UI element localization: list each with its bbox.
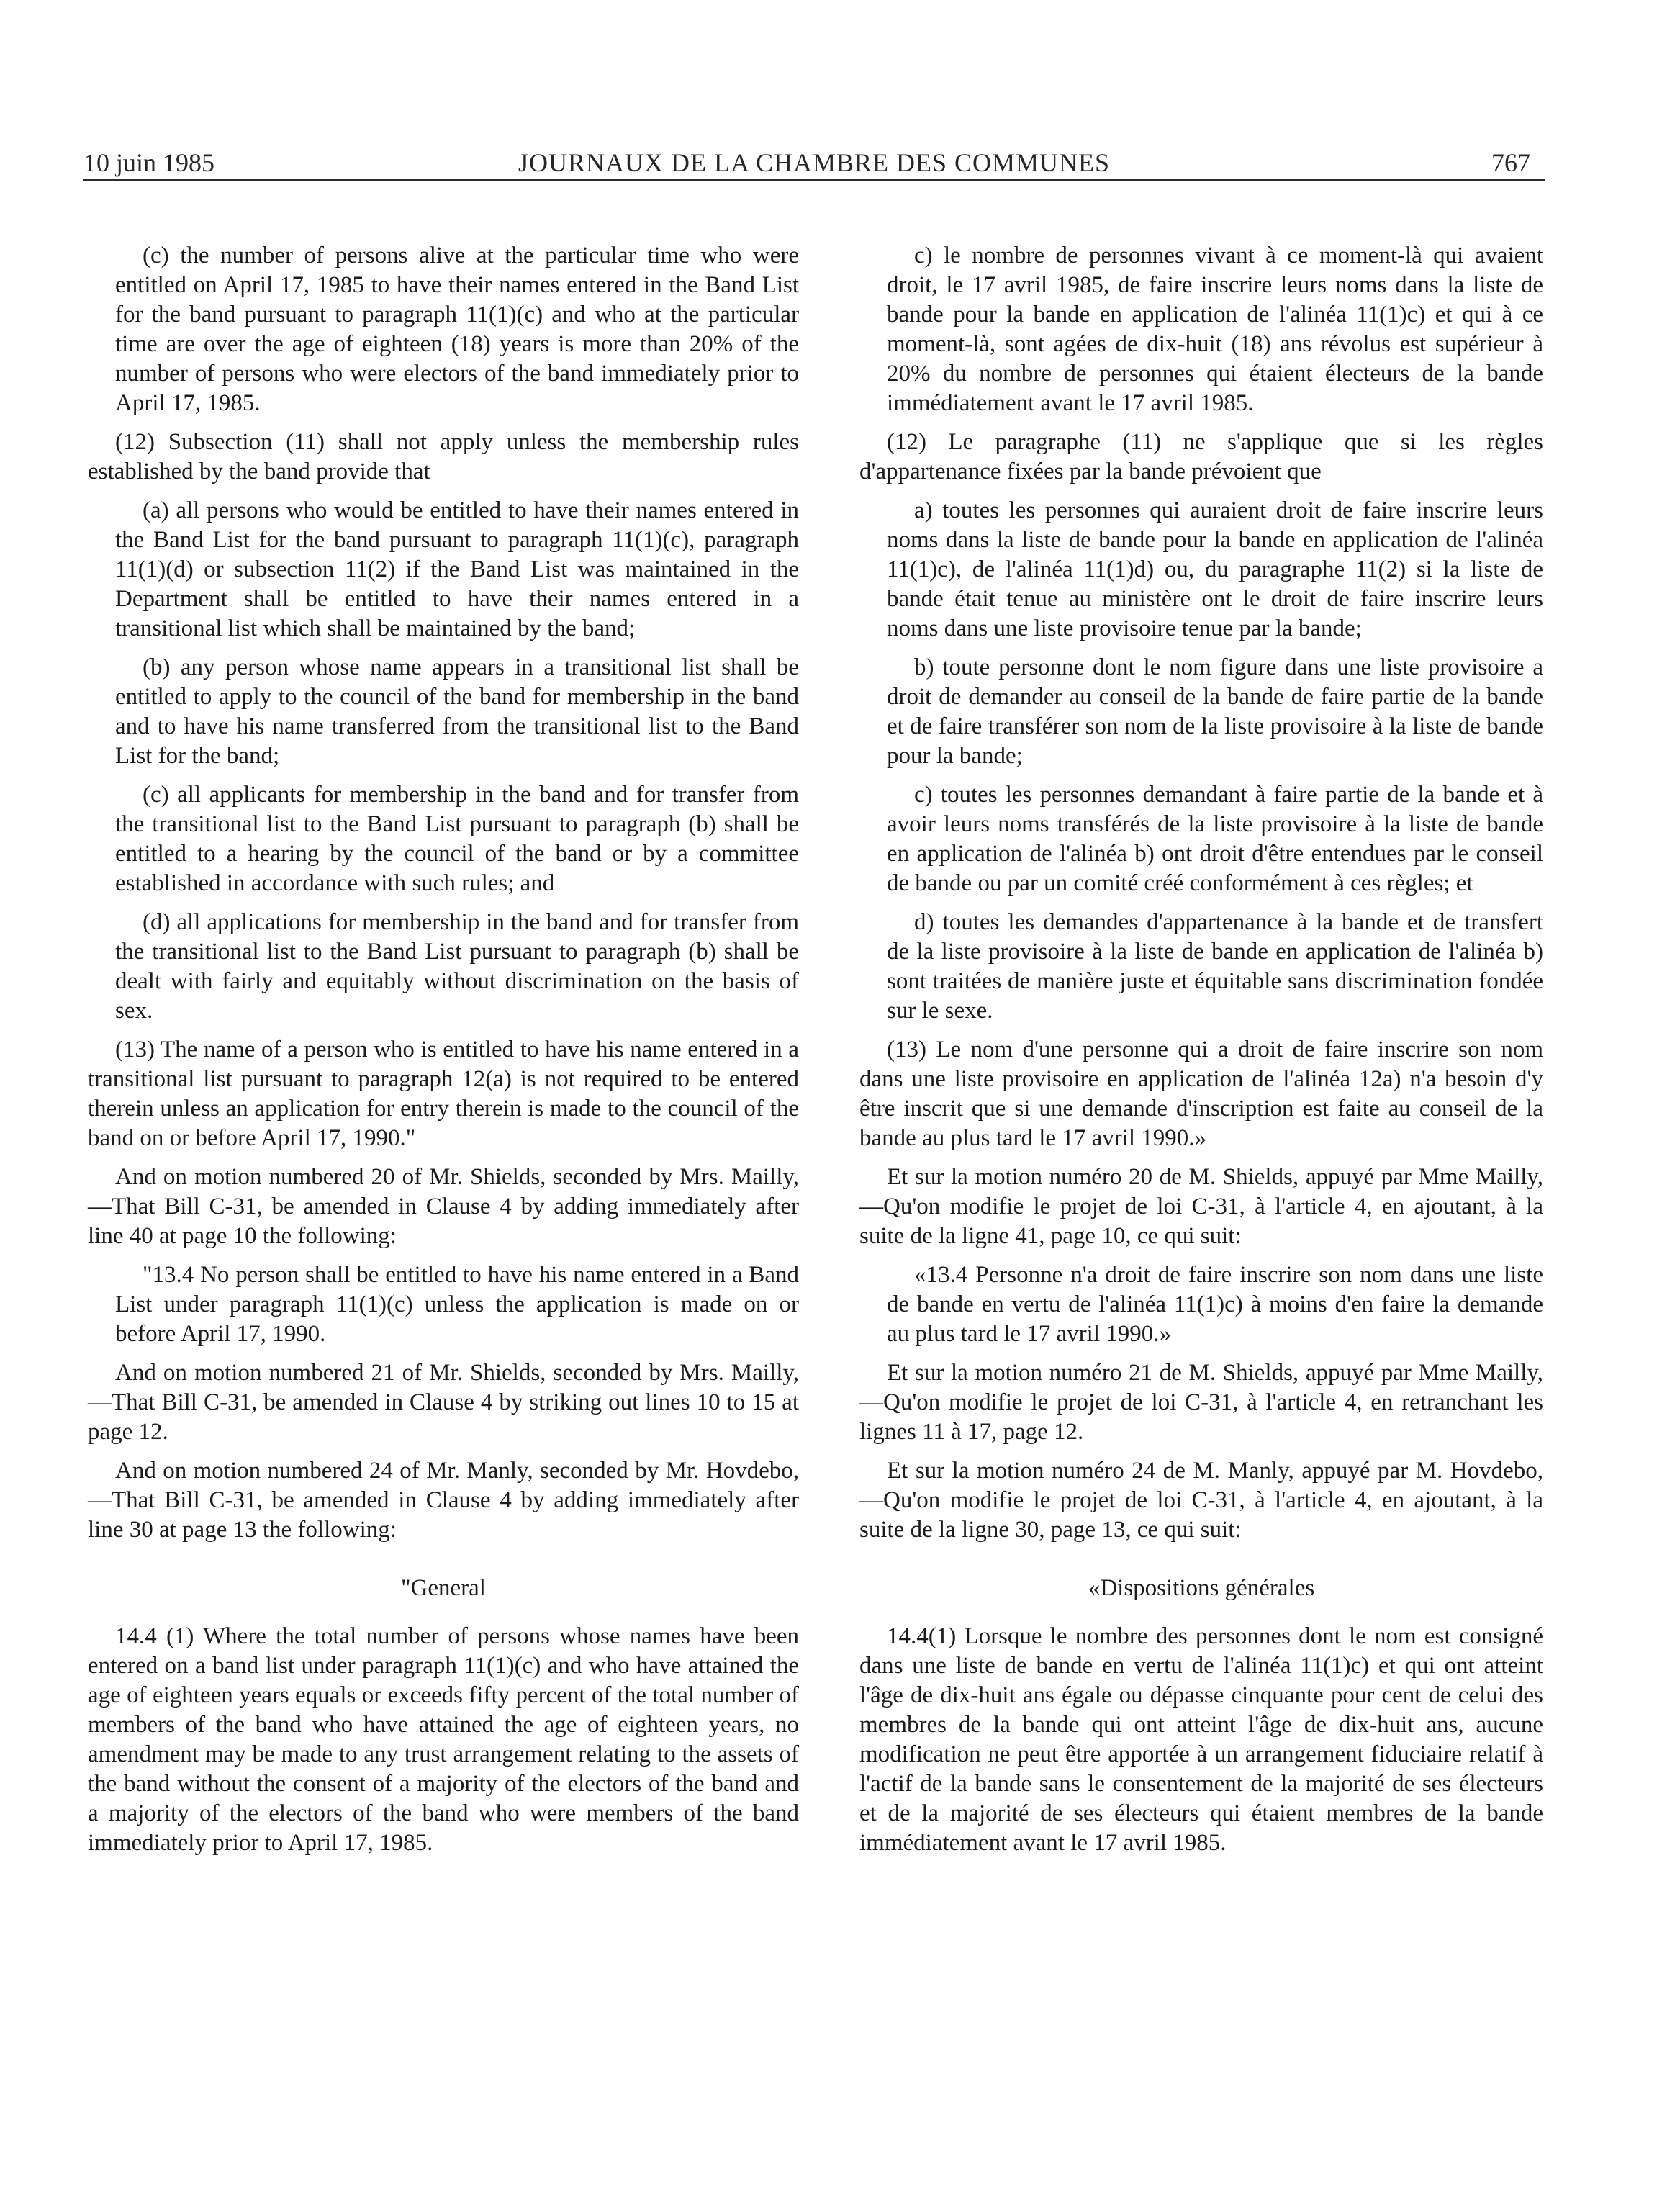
french-paragraph: b) toute personne dont le nom figure dans une liste provisoire a droit de demander au conseil de la bande de faire partie de la bande et de faire transférer son nom de la liste provisoire à la liste de bande pour la bande;: [887, 654, 1543, 769]
header-date: 10 juin 1985: [83, 148, 215, 177]
french-paragraph: Et sur la motion numéro 24 de M. Manly, appuyé par M. Hovdebo,—Qu'on modifie le projet de loi C-31, à l'article 4, en ajoutant, à la suite de la ligne 30, page 13, ce qui suit:: [859, 1458, 1543, 1543]
english-paragraph: And on motion numbered 20 of Mr. Shields, seconded by Mrs. Mailly,—That Bill C-31, be amended in Clause 4 by adding immediately after line 40 at page 10 the following:: [88, 1164, 799, 1249]
page-header: [83, 138, 1545, 181]
french-paragraph: c) le nombre de personnes vivant à ce moment-là qui avaient droit, le 17 avril 1985, de faire inscrire leurs noms dans la liste de bande pour la bande en application de l'alinéa 11(1)c) et qui à ce moment-là, sont agées de dix-huit (18) ans révolus est supérieur à 20% du nombre de personnes qui étaient électeurs de la bande immédiatement avant le 17 avril 1985.: [887, 243, 1543, 416]
english-paragraph: (c) all applicants for membership in the band and for transfer from the transitional list to the Band List pursuant to paragraph (b) shall be entitled to a hearing by the council of the band or by a committee established in accordance with such rules; and: [115, 782, 799, 896]
french-paragraph: d) toutes les demandes d'appartenance à la bande et de transfert de la liste provisoire à la liste de bande en application de l'alinéa b) sont traitées de manière juste et équitable sans discrimination fondée sur le sexe.: [887, 909, 1543, 1024]
french-column: [859, 241, 1543, 1858]
english-paragraph: (12) Subsection (11) shall not apply unless the membership rules established by the band provide that: [88, 429, 799, 484]
french-paragraph: Et sur la motion numéro 21 de M. Shields, appuyé par Mme Mailly,—Qu'on modifie le projet de loi C-31, à l'article 4, en retranchant les lignes 11 à 17, page 12.: [859, 1360, 1543, 1445]
english-column: [88, 241, 799, 1858]
english-paragraph: "13.4 No person shall be entitled to have his name entered in a Band List under paragraph 11(1)(c) unless the application is made on or before April 17, 1990.: [115, 1262, 799, 1347]
french-paragraph: c) toutes les personnes demandant à faire partie de la bande et à avoir leurs noms transférés de la liste provisoire à la liste de bande en application de l'alinéa b) ont droit d'être entendues par le conseil de bande ou par un comité créé conformément à ces règles; et: [887, 782, 1543, 896]
french-paragraph: Et sur la motion numéro 20 de M. Shields, appuyé par Mme Mailly,—Qu'on modifie le projet de loi C-31, à l'article 4, en ajoutant, à la suite de la ligne 41, page 10, ce qui suit:: [859, 1164, 1543, 1249]
english-paragraph: And on motion numbered 24 of Mr. Manly, seconded by Mr. Hovdebo,—That Bill C-31, be amended in Clause 4 by adding immediately after line 30 at page 13 the following:: [88, 1458, 799, 1543]
english-paragraph: (d) all applications for membership in the band and for transfer from the transitional list to the Band List pursuant to paragraph (b) shall be dealt with fairly and equitably without discrimination on the basis of sex.: [115, 909, 799, 1024]
english-paragraph: And on motion numbered 21 of Mr. Shields, seconded by Mrs. Mailly,—That Bill C-31, be amended in Clause 4 by striking out lines 10 to 15 at page 12.: [88, 1360, 799, 1445]
french-paragraph: «Dispositions générales: [1088, 1575, 1315, 1601]
english-paragraph: (13) The name of a person who is entitled to have his name entered in a transitional list pursuant to paragraph 12(a) is not required to be entered therein unless an application for entry therein is made to the council of the band on or before April 17, 1990.": [88, 1037, 799, 1151]
french-paragraph: a) toutes les personnes qui auraient droit de faire inscrire leurs noms dans la liste de bande pour la bande en application de l'alinéa 11(1)c), de l'alinéa 11(1)d) ou, du paragraphe 11(2) si la liste de bande était tenue au ministère ont le droit de faire inscrire leurs noms dans une liste provisoire tenue par la bande;: [887, 497, 1543, 641]
french-paragraph: «13.4 Personne n'a droit de faire inscrire son nom dans une liste de bande en vertu de l'alinéa 11(1)c) à moins d'en faire la demande au plus tard le 17 avril 1990.»: [887, 1262, 1543, 1347]
english-paragraph: 14.4 (1) Where the total number of persons whose names have been entered on a band list under paragraph 11(1)(c) and who have attained the age of eighteen years equals or exceeds fifty percent of the total number of members of the band who have attained the age of eighteen years, no amendment may be made to any trust arrangement relating to the assets of the band without the consent of a majority of the electors of the band and a majority of the electors of the band who were members of the band immediately prior to April 17, 1985.: [88, 1623, 799, 1856]
french-paragraph: (12) Le paragraphe (11) ne s'applique que si les règles d'appartenance fixées par la bande prévoient que: [859, 429, 1543, 484]
english-paragraph: (b) any person whose name appears in a transitional list shall be entitled to apply to the council of the band for membership in the band and to have his name transferred from the transitional list to the Band List for the band;: [115, 654, 799, 769]
english-paragraph: (a) all persons who would be entitled to have their names entered in the Band List for the band pursuant to paragraph 11(1)(c), paragraph 11(1)(d) or subsection 11(2) if the Band List was maintained in the Department shall be entitled to have their names entered in a transitional list which shall be maintained by the band;: [115, 497, 799, 641]
english-paragraph: (c) the number of persons alive at the particular time who were entitled on April 17, 1985 to have their names entered in the Band List for the band pursuant to paragraph 11(1)(c) and who at the particular time are over the age of eighteen (18) years is more than 20% of the number of persons who were electors of the band immediately prior to April 17, 1985.: [115, 243, 799, 416]
header-page-number: 767: [1491, 148, 1530, 177]
french-paragraph: (13) Le nom d'une personne qui a droit de faire inscrire son nom dans une liste provisoire en application de l'alinéa 12a) n'a besoin d'y être inscrit que si une demande d'inscription est faite au conseil de la bande au plus tard le 17 avril 1990.»: [859, 1037, 1543, 1151]
header-title: JOURNAUX DE LA CHAMBRE DES COMMUNES: [518, 148, 1111, 177]
english-paragraph: "General: [401, 1575, 486, 1601]
french-paragraph: 14.4(1) Lorsque le nombre des personnes dont le nom est consigné dans une liste de bande en vertu de l'alinéa 11(1)c) et qui ont atteint l'âge de dix-huit ans égale ou dépasse cinquante pour cent de celui des membres de la bande qui ont atteint l'âge de dix-huit ans, aucune modification ne peut être apportée à un arrangement fiduciaire relatif à l'actif de la bande sans le consentement de la majorité de ses électeurs et de la majorité de ses électeurs qui étaient membres de la bande immédiatement avant le 17 avril 1985.: [859, 1623, 1543, 1856]
